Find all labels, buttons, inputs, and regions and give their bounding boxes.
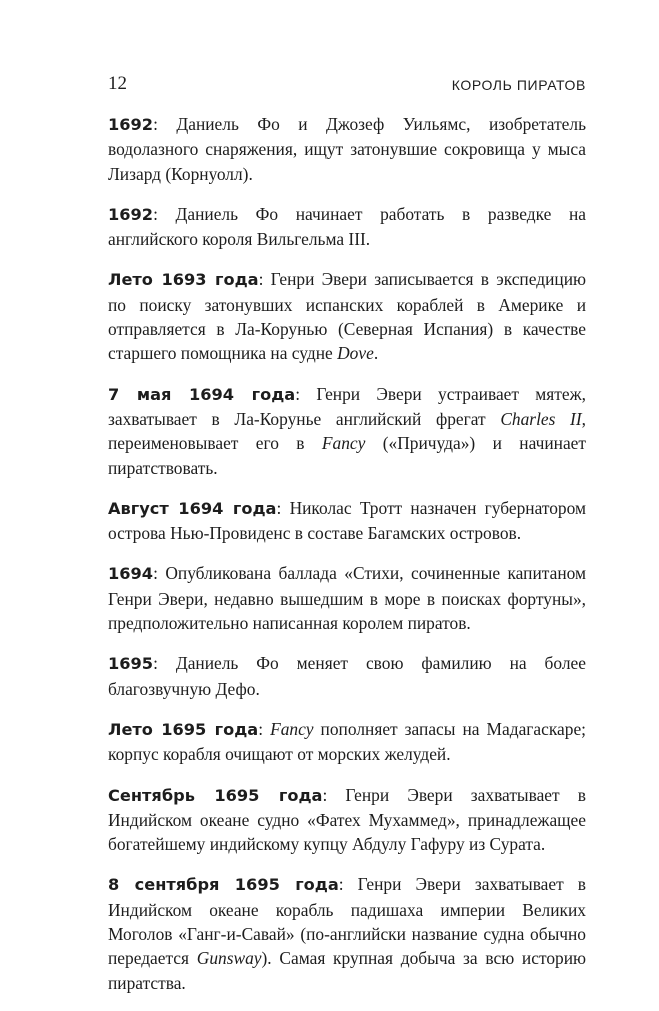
entry-text: : Даниель Фо меняет свою фамилию на более благозвучную Дефо.	[108, 653, 586, 699]
ship-name: Dove	[337, 343, 374, 364]
entry-text: : Николас Тротт назначен губернатором острова Нью-Провиденс в составе Багамских островов.	[108, 497, 586, 544]
entry-text-end: пополняет запасы на Мадагаскаре; корпус корабля очищают от морских желудей.	[108, 718, 587, 765]
ship-name: Fancy	[270, 718, 314, 739]
running-title: КОРОЛЬ ПИРАТОВ	[451, 77, 586, 93]
ship-name: Fancy	[321, 433, 366, 454]
chronology-entry	[108, 267, 586, 365]
chronology-entry	[108, 872, 586, 994]
entry-text: : Даниель Фо начинает работать в разведке на английского короля Вильгельма III.	[108, 203, 586, 250]
page-number: 12	[108, 73, 127, 94]
entry-text-mid: , переименовывает его в	[108, 408, 587, 454]
ship-name: Charles II	[500, 408, 582, 429]
entry-text: : Генри Эвери устраивает мятеж, захватывает в Ла-Корунье английский фрегат	[108, 383, 586, 429]
page-header	[108, 73, 586, 97]
entry-date: 7 мая 1694 года	[108, 384, 296, 404]
entry-text: :	[258, 718, 271, 739]
entry-text-end: .	[373, 343, 379, 364]
entry-date: 8 сентября 1695 года	[108, 875, 339, 895]
entry-date: Лето 1695 года	[108, 719, 259, 739]
entry-text: : Генри Эвери захватывает в Индийском океане корабль падишаха империи Великих Моголов «Ганг-и-Савай» (по-английски название судна обычно передается	[108, 874, 586, 969]
entry-date: 1694	[108, 564, 154, 584]
chronology-entry	[108, 112, 586, 186]
entry-date: 1692	[108, 204, 154, 224]
chronology-entry	[108, 783, 586, 857]
ship-name: Gunsway	[196, 948, 262, 969]
entry-date: Август 1694 года	[108, 498, 277, 518]
entry-text: : Даниель Фо и Джозеф Уильямс, изобретатель водолазного снаряжения, ищут затонувшие сокровища у мыса Лизард (Корнуолл).	[108, 114, 586, 184]
chronology-entry	[108, 561, 586, 635]
entry-text-end: («Причуда») и начинает пиратствовать.	[108, 433, 586, 478]
entry-date: Лето 1693 года	[108, 270, 259, 290]
chronology-entry	[108, 717, 586, 767]
entry-text: : Генри Эвери записывается в экспедицию по поиску затонувших испанских кораблей в Америке и отправляется в Ла-Корунью (Северная Испания) в качестве старшего помощника на судне	[108, 269, 586, 364]
chronology-entry	[108, 202, 586, 252]
chronology-entry	[108, 651, 586, 701]
chronology-entry	[108, 382, 586, 480]
entry-text: : Генри Эвери захватывает в Индийском океане судно «Фатех Мухаммед», принадлежащее богатейшему индийскому купцу Абдулу Гафуру из Сурата.	[108, 784, 586, 855]
entry-date: 1695	[108, 654, 154, 674]
entry-text: : Опубликована баллада «Стихи, сочиненные капитаном Генри Эвери, недавно вышедшим в море в поисках фортуны», предположительно написанная королем пиратов.	[108, 563, 586, 634]
entry-date: 1692	[108, 115, 154, 134]
chronology-list	[108, 112, 586, 1011]
entry-text-end: ). Самая крупная добыча за всю историю пиратства.	[108, 948, 587, 993]
chronology-entry	[108, 496, 586, 546]
entry-date: Сентябрь 1695 года	[108, 785, 323, 805]
